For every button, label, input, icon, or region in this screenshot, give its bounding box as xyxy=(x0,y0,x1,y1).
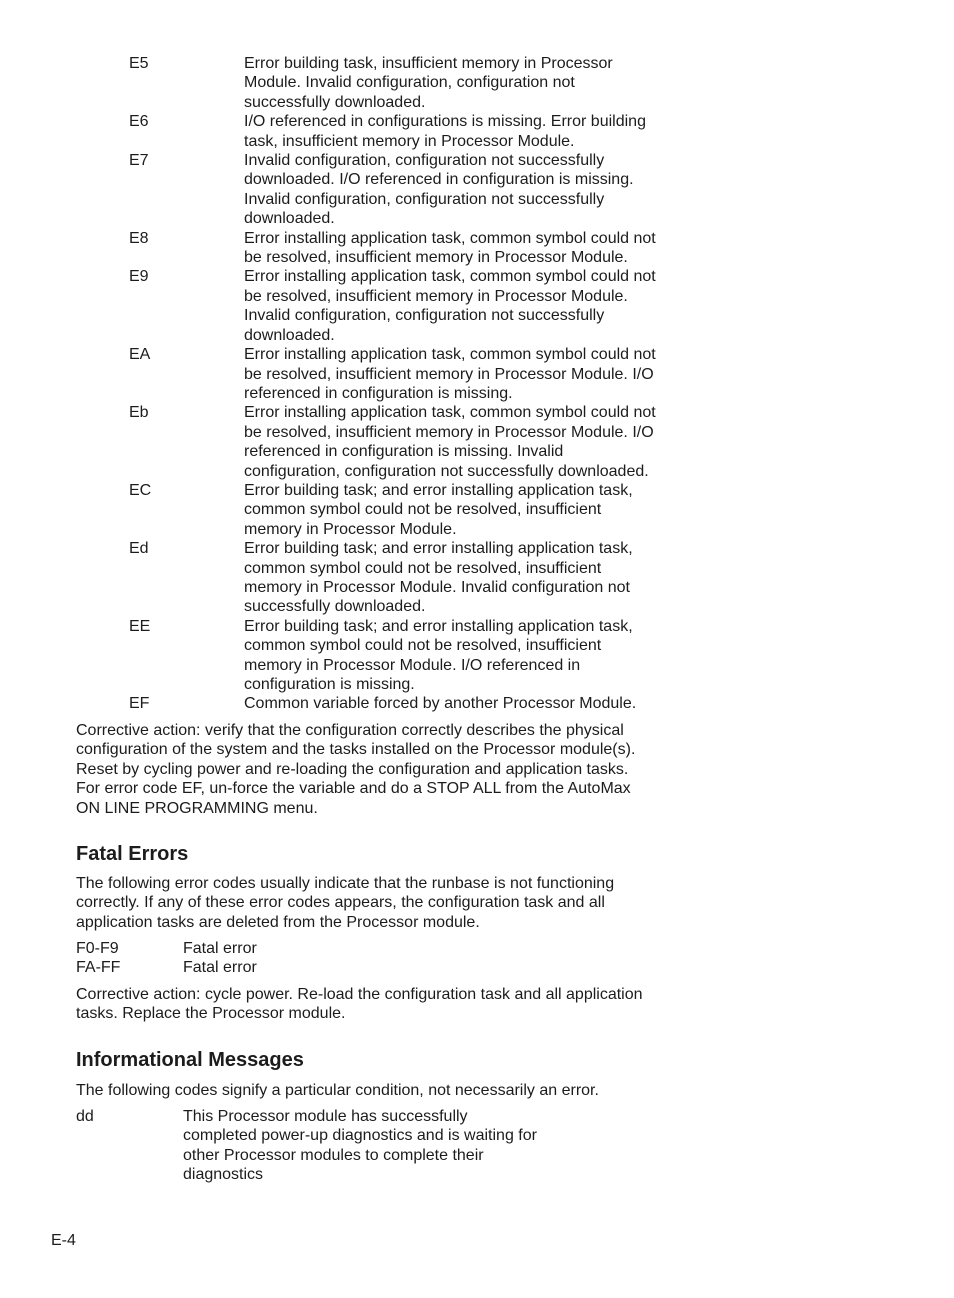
error-code-row xyxy=(129,345,699,403)
error-code: E7 xyxy=(129,152,149,170)
page-number: E-4 xyxy=(51,1232,76,1249)
error-code-row xyxy=(129,403,699,481)
error-code-row xyxy=(129,229,699,268)
error-description: Invalid configuration, configuration not successfully downloaded. I/O referenced in configuration is missing. Invalid configuration, configuration not successfully downloaded. xyxy=(244,152,634,228)
error-code-row xyxy=(129,694,699,713)
error-code-row xyxy=(129,617,699,695)
error-description: Error building task; and error installing application task, common symbol could not be resolved, insufficient memory in Processor Module. Invalid configuration not successfully downloaded. xyxy=(244,540,633,616)
fatal-code-row xyxy=(76,958,696,977)
fatal-code-description: Fatal error xyxy=(183,959,257,977)
fatal-code-description: Fatal error xyxy=(183,940,257,957)
fatal-code-list xyxy=(76,939,696,978)
error-code: E6 xyxy=(129,113,149,131)
fatal-errors-intro: The following error codes usually indicate that the runbase is not functioning correctly. If any of these error codes appears, the configuration task and all application tasks are deleted from the Processor module. xyxy=(76,875,615,931)
informational-code-list xyxy=(76,1107,696,1185)
error-description: Error installing application task, common symbol could not be resolved, insufficient memory in Processor Module. Invalid configuration, configuration not successfully downloaded. xyxy=(244,268,656,344)
error-description: I/O referenced in configurations is missing. Error building task, insufficient memory in Processor Module. xyxy=(244,113,646,150)
fatal-code-row xyxy=(76,939,696,958)
error-code-row xyxy=(129,112,699,151)
informational-code-row xyxy=(76,1107,696,1185)
fatal-errors-heading: Fatal Errors xyxy=(76,843,189,865)
error-code: EF xyxy=(129,695,150,713)
error-description: Error building task; and error installing application task, common symbol could not be resolved, insufficient memory in Processor Module. I/O referenced in configuration is missing. xyxy=(244,617,633,693)
fatal-code: F0-F9 xyxy=(76,940,119,957)
error-code: EE xyxy=(129,617,151,635)
informational-code-description: This Processor module has successfully completed power-up diagnostics and is waiting for other Processor modules to complete their diagnostics xyxy=(183,1108,537,1184)
informational-intro: The following codes signify a particular condition, not necessarily an error. xyxy=(76,1082,599,1099)
error-code-row xyxy=(129,151,699,229)
error-code-row xyxy=(129,54,699,112)
error-description: Error installing application task, common symbol could not be resolved, insufficient memory in Processor Module. I/O referenced in configuration is missing. Invalid configuration, configuration not successfully downloaded. xyxy=(244,404,656,480)
error-code: Eb xyxy=(129,404,149,422)
error-description: Error installing application task, common symbol could not be resolved, insufficient memory in Processor Module. xyxy=(244,229,656,267)
error-description: Error installing application task, common symbol could not be resolved, insufficient memory in Processor Module. I/O referenced in configuration is missing. xyxy=(244,346,656,402)
error-code-row xyxy=(129,539,699,617)
error-description: Error building task, insufficient memory in Processor Module. Invalid configuration, configuration not successfully downloaded. xyxy=(244,55,613,111)
error-code: E9 xyxy=(129,268,149,286)
error-code-row xyxy=(129,267,699,345)
error-code: EA xyxy=(129,346,151,364)
corrective-action-paragraph: Corrective action: verify that the configuration correctly describes the physical configuration of the system and the tasks installed on the Processor module(s). Reset by cycling power and re-loading the configuration and application tasks. For error code EF, un-force the variable and do a STOP ALL from the AutoMax ON LINE PROGRAMMING menu. xyxy=(76,722,636,817)
error-code-row xyxy=(129,481,699,539)
error-code: E8 xyxy=(129,229,149,247)
fatal-corrective-action: Corrective action: cycle power. Re-load the configuration task and all application tasks. Replace the Processor module. xyxy=(76,986,643,1023)
informational-messages-heading: Informational Messages xyxy=(76,1049,304,1071)
error-code-list xyxy=(129,54,699,714)
error-code: Ed xyxy=(129,540,149,558)
error-code: EC xyxy=(129,481,152,499)
error-description: Error building task; and error installing application task, common symbol could not be resolved, insufficient memory in Processor Module. xyxy=(244,481,633,538)
informational-code: dd xyxy=(76,1108,94,1125)
error-code: E5 xyxy=(129,55,149,72)
error-description: Common variable forced by another Processor Module. xyxy=(244,695,637,713)
fatal-code: FA-FF xyxy=(76,959,121,977)
